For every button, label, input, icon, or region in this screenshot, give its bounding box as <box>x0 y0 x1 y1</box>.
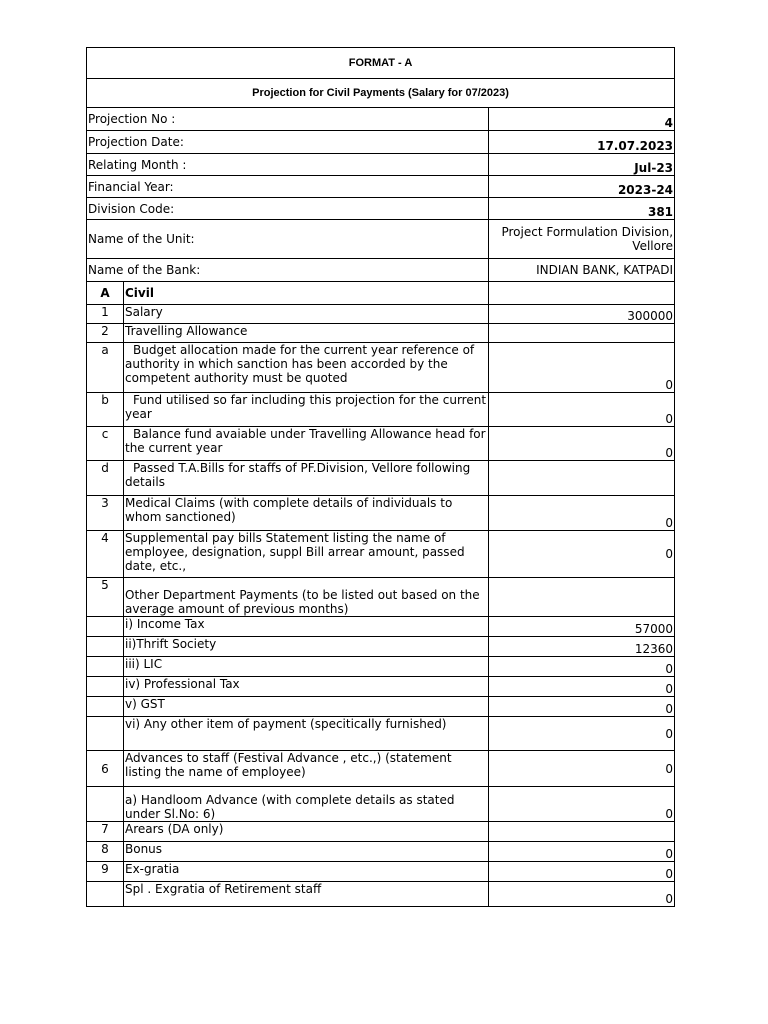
row-description: Fund utilised so far including this projection for the current year <box>124 393 489 427</box>
row-description: Salary <box>124 305 489 324</box>
division-code-value: 381 <box>489 198 675 220</box>
section-code: A <box>87 282 124 305</box>
row-amount: 0 <box>489 677 675 697</box>
row-serial: b <box>87 393 124 427</box>
financial-year-value: 2023-24 <box>489 176 675 198</box>
row-serial <box>87 677 124 697</box>
row-amount <box>489 461 675 496</box>
table-row <box>87 461 675 496</box>
row-description: i) Income Tax <box>124 617 489 637</box>
form-title: Projection for Civil Payments (Salary for 07/2023) <box>87 79 675 108</box>
table-row <box>87 657 675 677</box>
row-serial: 1 <box>87 305 124 324</box>
relating-month-value: Jul-23 <box>489 154 675 176</box>
row-serial: 5 <box>87 578 124 617</box>
row-amount: 0 <box>489 393 675 427</box>
row-serial: d <box>87 461 124 496</box>
row-serial: 3 <box>87 496 124 531</box>
row-description: vi) Any other item of payment (specitically furnished) <box>124 717 489 751</box>
row-amount: 57000 <box>489 617 675 637</box>
row-serial: 6 <box>87 751 124 787</box>
division-code-label: Division Code: <box>87 198 489 220</box>
table-row <box>87 677 675 697</box>
row-serial: a <box>87 343 124 393</box>
row-amount <box>489 324 675 343</box>
row-serial: 2 <box>87 324 124 343</box>
row-description: Supplemental pay bills Statement listing the name of employee, designation, suppl Bill arrear amount, passed date, etc., <box>124 531 489 578</box>
row-amount <box>489 822 675 842</box>
row-serial <box>87 787 124 822</box>
row-description: Balance fund avaiable under Travelling Allowance head for the current year <box>124 427 489 461</box>
financial-year-label: Financial Year: <box>87 176 489 198</box>
relating-month-label: Relating Month : <box>87 154 489 176</box>
table-row <box>87 751 675 787</box>
row-description: Bonus <box>124 842 489 862</box>
row-amount: 0 <box>489 496 675 531</box>
table-row <box>87 305 675 324</box>
bank-name-label: Name of the Bank: <box>87 259 489 282</box>
row-description: ii)Thrift Society <box>124 637 489 657</box>
row-amount: 0 <box>489 657 675 677</box>
row-serial <box>87 657 124 677</box>
table-row <box>87 717 675 751</box>
unit-name-label: Name of the Unit: <box>87 220 489 259</box>
table-row <box>87 324 675 343</box>
row-description: Spl . Exgratia of Retirement staff <box>124 882 489 907</box>
row-description: Arears (DA only) <box>124 822 489 842</box>
bank-name-value: INDIAN BANK, KATPADI <box>489 259 675 282</box>
row-amount: 0 <box>489 787 675 822</box>
row-amount: 0 <box>489 697 675 717</box>
unit-name-value: Project Formulation Division, Vellore <box>489 220 675 259</box>
table-row <box>87 862 675 882</box>
table-row <box>87 697 675 717</box>
projection-form-table <box>86 47 675 907</box>
row-description: Advances to staff (Festival Advance , etc.,) (statement listing the name of employee) <box>124 751 489 787</box>
projection-date-label: Projection Date: <box>87 131 489 154</box>
row-description: v) GST <box>124 697 489 717</box>
row-description: Passed T.A.Bills for staffs of PF.Division, Vellore following details <box>124 461 489 496</box>
row-description: a) Handloom Advance (with complete details as stated under Sl.No: 6) <box>124 787 489 822</box>
row-amount: 0 <box>489 427 675 461</box>
row-amount: 0 <box>489 717 675 751</box>
row-amount: 0 <box>489 862 675 882</box>
row-serial <box>87 637 124 657</box>
row-amount: 0 <box>489 882 675 907</box>
table-row <box>87 822 675 842</box>
table-row <box>87 842 675 862</box>
table-row <box>87 393 675 427</box>
row-description: Budget allocation made for the current year reference of authority in which sanction has been accorded by the competent authority must be quoted <box>124 343 489 393</box>
row-serial <box>87 697 124 717</box>
row-serial: 7 <box>87 822 124 842</box>
table-row <box>87 578 675 617</box>
row-serial: 9 <box>87 862 124 882</box>
projection-no-label: Projection No : <box>87 108 489 131</box>
table-row <box>87 882 675 907</box>
row-description: Travelling Allowance <box>124 324 489 343</box>
row-amount: 300000 <box>489 305 675 324</box>
format-heading: FORMAT - A <box>87 48 675 79</box>
row-serial <box>87 617 124 637</box>
table-row <box>87 343 675 393</box>
row-description: Medical Claims (with complete details of individuals to whom sanctioned) <box>124 496 489 531</box>
table-row <box>87 617 675 637</box>
table-row <box>87 531 675 578</box>
section-title: Civil <box>124 282 489 305</box>
projection-no-value: 4 <box>489 108 675 131</box>
table-row <box>87 496 675 531</box>
row-amount: 0 <box>489 842 675 862</box>
row-description: iii) LIC <box>124 657 489 677</box>
row-amount: 0 <box>489 343 675 393</box>
projection-date-value: 17.07.2023 <box>489 131 675 154</box>
row-serial: 8 <box>87 842 124 862</box>
row-description: Other Department Payments (to be listed out based on the average amount of previous months) <box>124 578 489 617</box>
row-serial: 4 <box>87 531 124 578</box>
row-amount: 12360 <box>489 637 675 657</box>
row-description: Ex-gratia <box>124 862 489 882</box>
row-serial <box>87 882 124 907</box>
row-amount: 0 <box>489 751 675 787</box>
row-description: iv) Professional Tax <box>124 677 489 697</box>
section-amount-cell <box>489 282 675 305</box>
table-row <box>87 427 675 461</box>
table-row <box>87 787 675 822</box>
table-row <box>87 637 675 657</box>
row-serial: c <box>87 427 124 461</box>
row-amount: 0 <box>489 531 675 578</box>
row-serial <box>87 717 124 751</box>
row-amount <box>489 578 675 617</box>
